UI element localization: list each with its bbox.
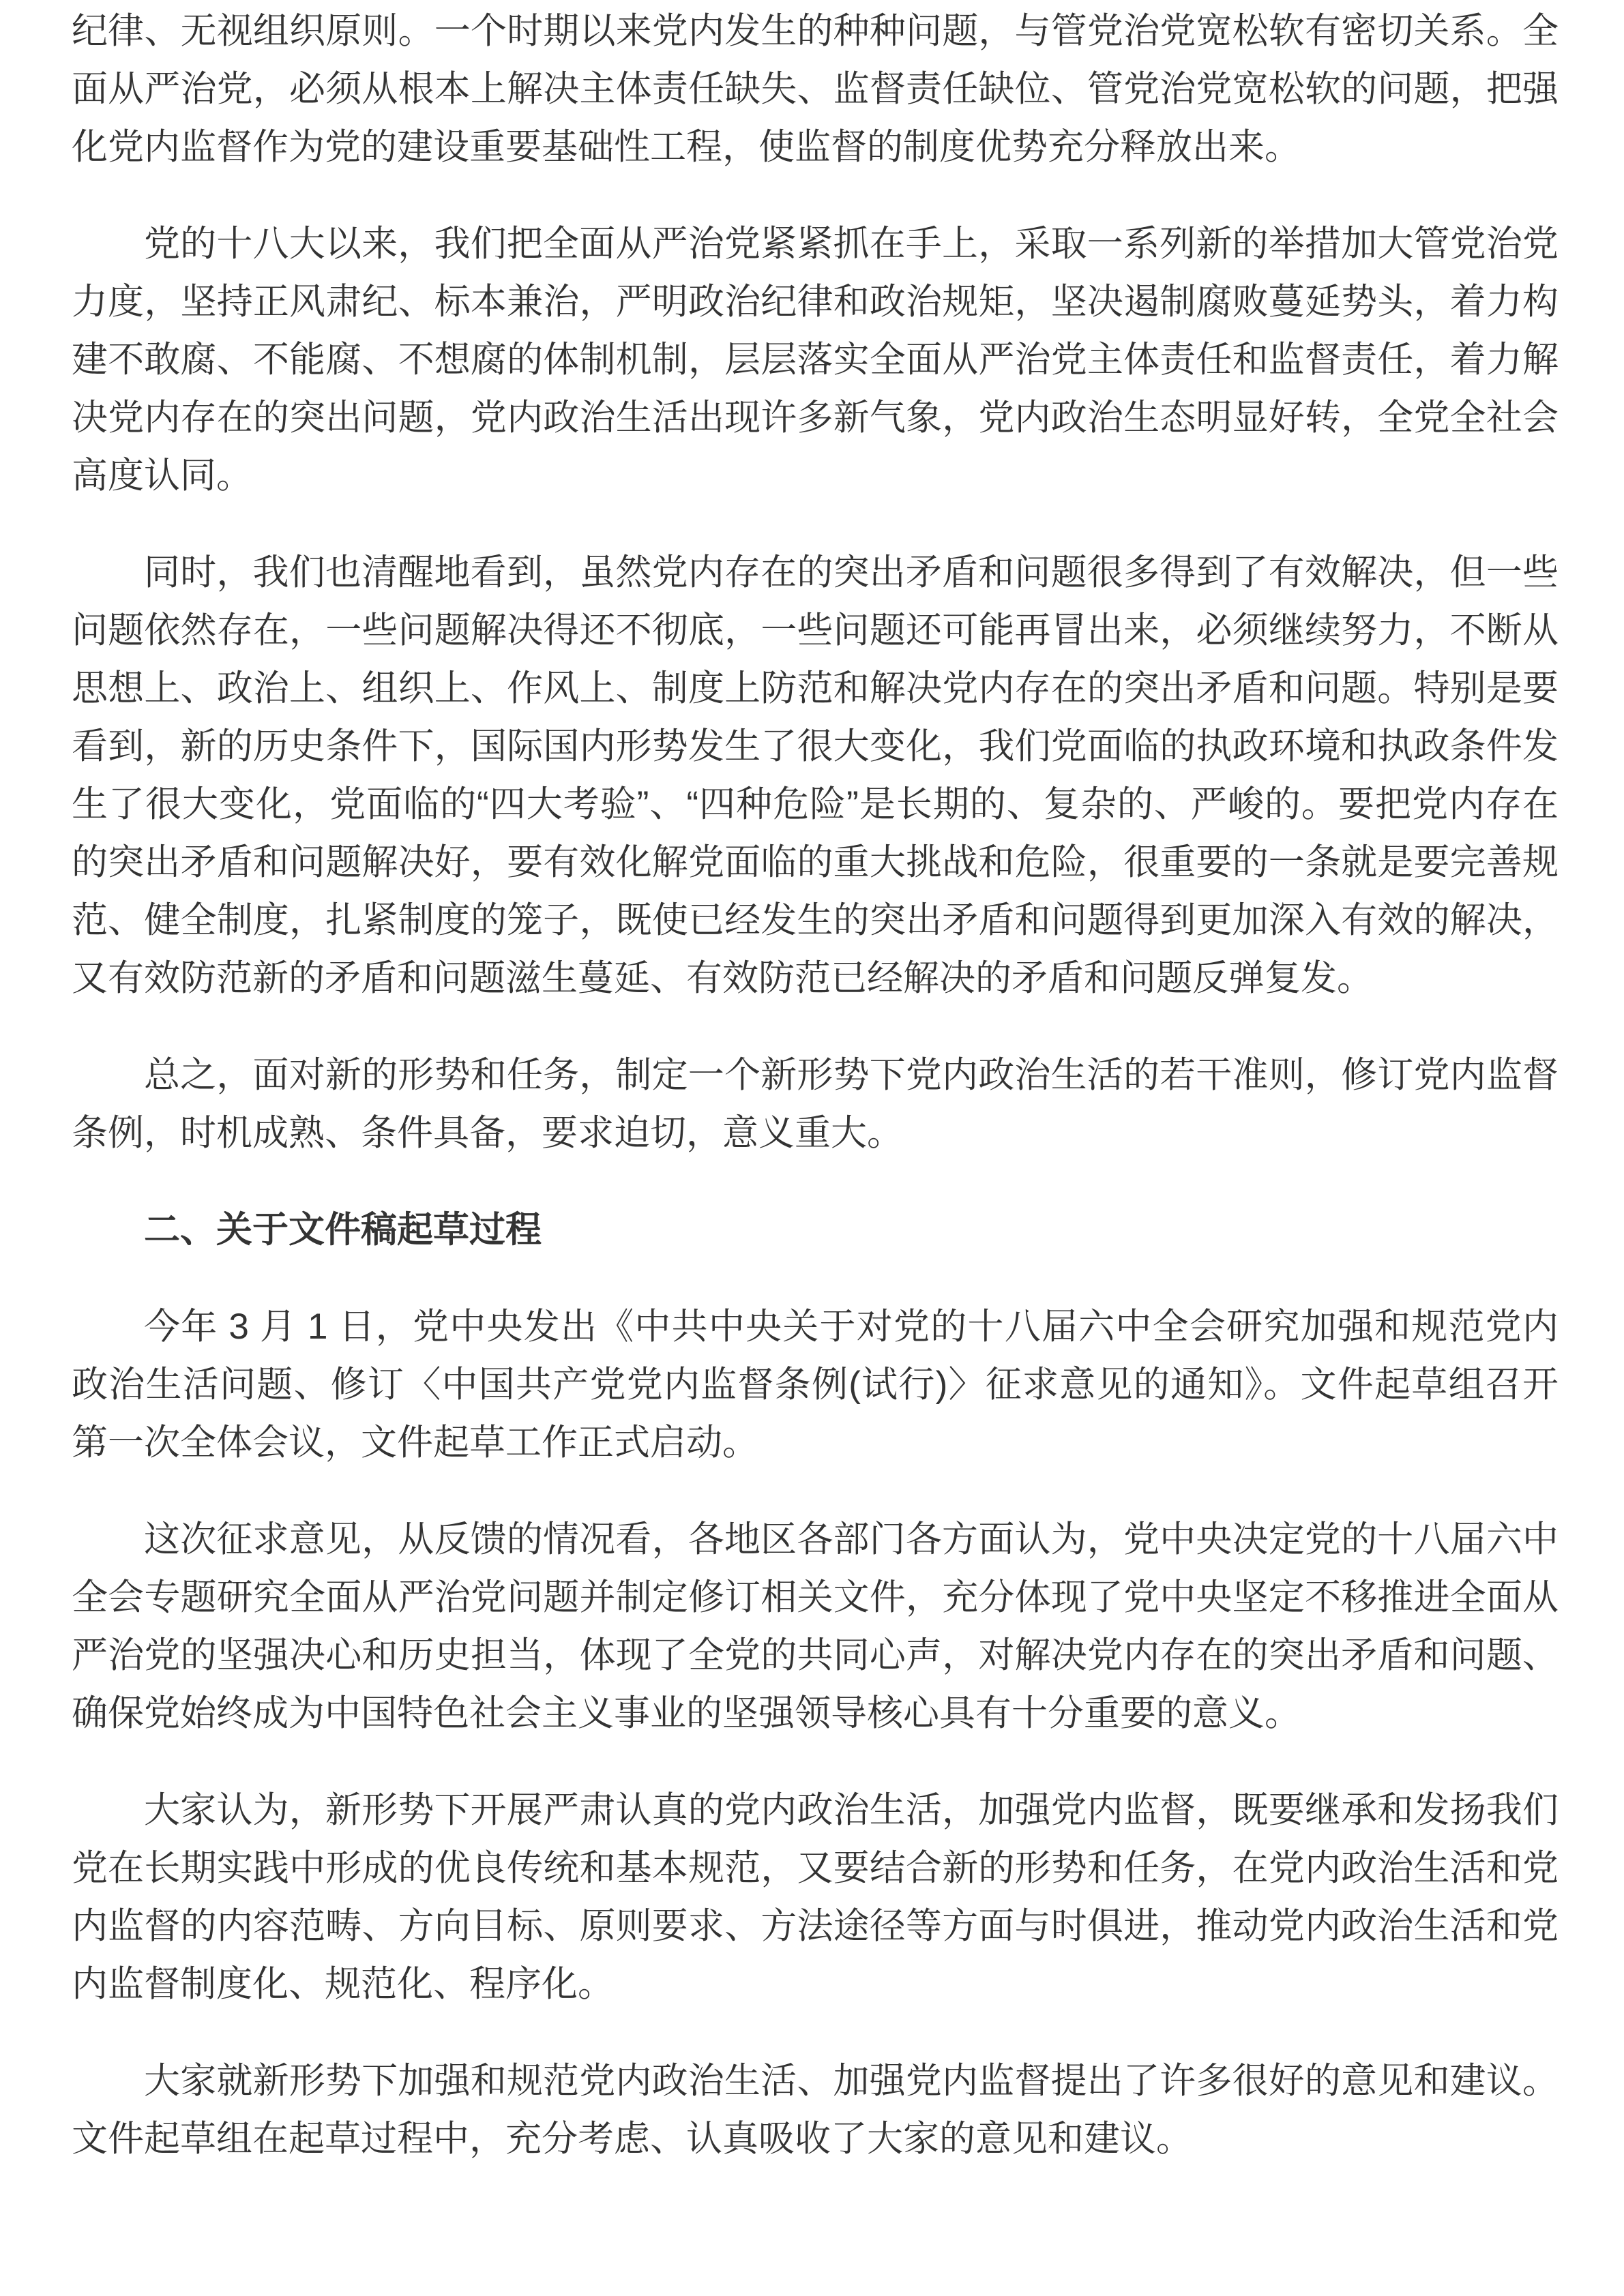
paragraph-suggestions-absorbed: 大家就新形势下加强和规范党内政治生活、加强党内监督提出了许多很好的意见和建议。文件起草组在起草过程中，充分考虑、认真吸收了大家的意见和建议。 [72, 2061, 1559, 2159]
section-heading-drafting-process: 二、关于文件稿起草过程 [144, 1210, 542, 1250]
paragraph-summary: 总之，面对新的形势和任务，制定一个新形势下党内政治生活的若干准则，修订党内监督条例，时机成熟、条件具备，要求迫切，意义重大。 [72, 1055, 1559, 1153]
paragraph-continuation: 纪律、无视组织原则。一个时期以来党内发生的种种问题，与管党治党宽松软有密切关系。全面从严治党，必须从根本上解决主体责任缺失、监督责任缺位、管党治党宽松软的问题，把强化党内监督作为党的建设重要基础性工程，使监督的制度优势充分释放出来。 [72, 11, 1559, 167]
paragraph-feedback-opinions: 这次征求意见，从反馈的情况看，各地区各部门各方面认为，党中央决定党的十八届六中全会专题研究全面从严治党问题并制定修订相关文件，充分体现了党中央坚定不移推进全面从严治党的坚强决心和历史担当，体现了全党的共同心声，对解决党内存在的突出矛盾和问题、确保党始终成为中国特色社会主义事业的坚强领导核心具有十分重要的意义。 [72, 1519, 1559, 1733]
paragraph-everyone-believes: 大家认为，新形势下开展严肃认真的党内政治生活，加强党内监督，既要继承和发扬我们党在长期实践中形成的优良传统和基本规范，又要结合新的形势和任务，在党内政治生活和党内监督的内容范畴、方向目标、原则要求、方法途径等方面与时俱进，推动党内政治生活和党内监督制度化、规范化、程序化。 [72, 1790, 1559, 2004]
paragraph-problems-remaining: 同时，我们也清醒地看到，虽然党内存在的突出矛盾和问题很多得到了有效解决，但一些问题依然存在，一些问题解决得还不彻底，一些问题还可能再冒出来，必须继续努力，不断从思想上、政治上、组织上、作风上、制度上防范和解决党内存在的突出矛盾和问题。特别是要看到，新的历史条件下，国际国内形势发生了很大变化，我们党面临的执政环境和执政条件发生了很大变化，党面临的“四大考验”、“四种危险”是长期的、复杂的、严峻的。要把党内存在的突出矛盾和问题解决好，要有效化解党面临的重大挑战和危险，很重要的一条就是要完善规范、健全制度，扎紧制度的笼子，既使已经发生的突出矛盾和问题得到更加深入有效的解决，又有效防范新的矛盾和问题滋生蔓延、有效防范已经解决的矛盾和问题反弹复发。 [72, 552, 1559, 998]
paragraph-march-1-notice: 今年 3 月 1 日，党中央发出《中共中央关于对党的十八届六中全会研究加强和规范党内政治生活问题、修订〈中国共产党党内监督条例(试行)〉征求意见的通知》。文件起草组召开第一次全体会议，文件起草工作正式启动。 [72, 1307, 1559, 1463]
paragraph-since-18th-congress: 党的十八大以来，我们把全面从严治党紧紧抓在手上，采取一系列新的举措加大管党治党力度，坚持正风肃纪、标本兼治，严明政治纪律和政治规矩，坚决遏制腐败蔓延势头，着力构建不敢腐、不能腐、不想腐的体制机制，层层落实全面从严治党主体责任和监督责任，着力解决党内存在的突出问题，党内政治生活出现许多新气象，党内政治生态明显好转，全党全社会高度认同。 [72, 224, 1559, 496]
